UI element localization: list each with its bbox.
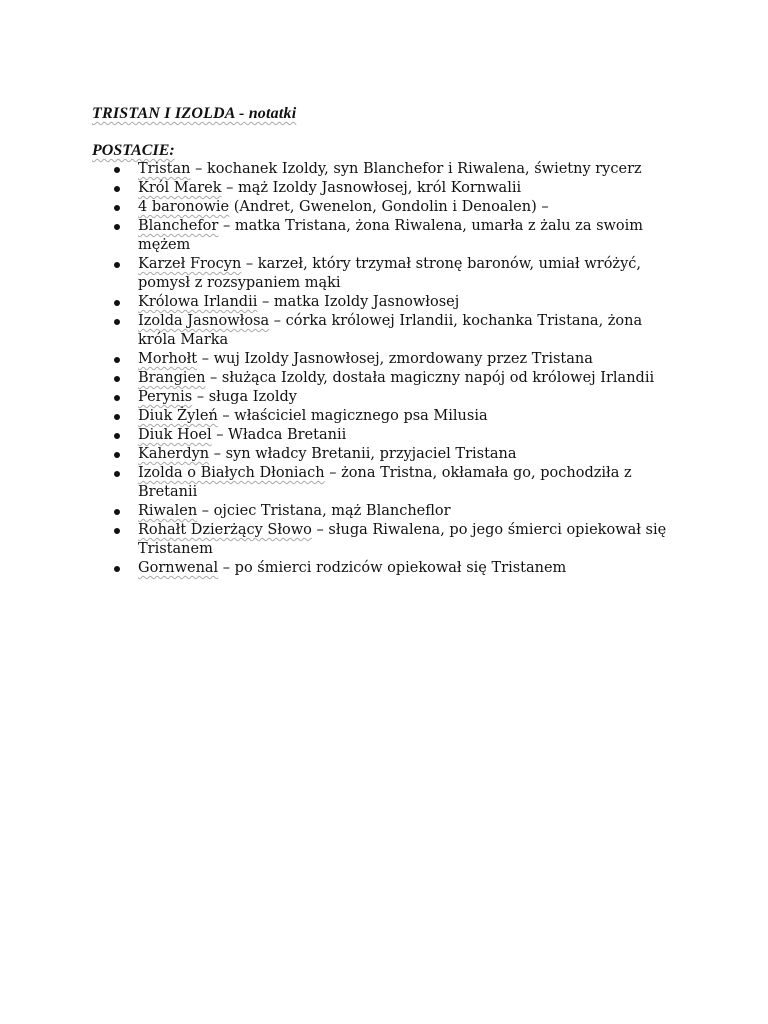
character-name: Brangien (138, 370, 206, 386)
section-heading: POSTACIE: (92, 142, 175, 159)
list-item (0, 369, 768, 388)
bullet-icon (114, 224, 120, 230)
bullet-icon (114, 528, 120, 534)
character-name: Izolda Jasnowłosa (138, 313, 270, 329)
character-description: – po śmierci rodziców opiekował się Tristanem (218, 560, 567, 576)
document-title: TRISTAN I IZOLDA - notatki (92, 105, 297, 122)
list-item (0, 255, 768, 293)
bullet-icon (114, 262, 120, 268)
character-description: – mąż Izoldy Jasnowłosej, król Kornwalii (221, 180, 522, 196)
bullet-icon (114, 376, 120, 382)
list-item (0, 559, 768, 578)
list-item (0, 293, 768, 312)
character-description: – wuj Izoldy Jasnowłosej, zmordowany przez Tristana (197, 351, 593, 367)
character-name: Gornwenal (138, 560, 219, 576)
bullet-icon (114, 452, 120, 458)
character-description: – żona Tristna, okłamała go, pochodziła z Bretanii (138, 465, 632, 500)
list-item (0, 217, 768, 255)
list-item (0, 407, 768, 426)
character-list (0, 160, 768, 578)
character-name: Diuk Hoel (138, 427, 212, 443)
character-name: Królowa Irlandii (138, 294, 258, 310)
character-name: Karzeł Frocyn (138, 256, 242, 272)
character-description: – sługa Riwalena, po jego śmierci opiekował się Tristanem (138, 522, 667, 557)
character-name: Rohałt Dzierżący Słowo (138, 522, 312, 538)
bullet-icon (114, 433, 120, 439)
list-item (0, 198, 768, 217)
character-description: – matka Tristana, żona Riwalena, umarła z żalu za swoim mężem (138, 218, 644, 253)
character-description: – kochanek Izoldy, syn Blanchefor i Riwalena, świetny rycerz (190, 161, 642, 177)
character-description: – syn władcy Bretanii, przyjaciel Tristana (209, 446, 517, 462)
bullet-icon (114, 471, 120, 477)
list-item (0, 160, 768, 179)
bullet-icon (114, 300, 120, 306)
list-item (0, 464, 768, 502)
list-item (0, 350, 768, 369)
list-item (0, 179, 768, 198)
character-name: Blanchefor (138, 218, 219, 234)
character-name: Morhołt (138, 351, 198, 367)
character-description: – ojciec Tristana, mąż Blancheflor (197, 503, 451, 519)
character-description: – Władca Bretanii (211, 427, 347, 443)
list-item (0, 312, 768, 350)
bullet-icon (114, 414, 120, 420)
bullet-icon (114, 566, 120, 572)
character-description: – karzeł, który trzymał stronę baronów, umiał wróżyć, pomysł z rozsypaniem mąki (138, 256, 641, 291)
character-name: Riwalen (138, 503, 198, 519)
character-description: – właściciel magicznego psa Milusia (217, 408, 488, 424)
character-description: – córka królowej Irlandii, kochanka Tristana, żona króla Marka (138, 313, 643, 348)
bullet-icon (114, 186, 120, 192)
character-description: – sługa Izoldy (192, 389, 297, 405)
character-name: 4 baronowie (138, 199, 230, 215)
bullet-icon (114, 357, 120, 363)
list-item (0, 426, 768, 445)
character-name: Izolda o Białych Dłoniach (138, 465, 325, 481)
character-name: Kaherdyn (138, 446, 210, 462)
character-description: (Andret, Gwenelon, Gondolin i Denoalen) – (229, 199, 549, 215)
list-item (0, 388, 768, 407)
character-description: – służąca Izoldy, dostała magiczny napój od królowej Irlandii (205, 370, 655, 386)
bullet-icon (114, 395, 120, 401)
bullet-icon (114, 319, 120, 325)
character-name: Diuk Żyleń (138, 408, 218, 424)
bullet-icon (114, 509, 120, 515)
character-name: Król Marek (138, 180, 222, 196)
character-name: Tristan (138, 161, 191, 177)
bullet-icon (114, 205, 120, 211)
character-name: Perynis (138, 389, 193, 405)
list-item (0, 521, 768, 559)
list-item (0, 445, 768, 464)
character-description: – matka Izoldy Jasnowłosej (257, 294, 460, 310)
bullet-icon (114, 167, 120, 173)
list-item (0, 502, 768, 521)
